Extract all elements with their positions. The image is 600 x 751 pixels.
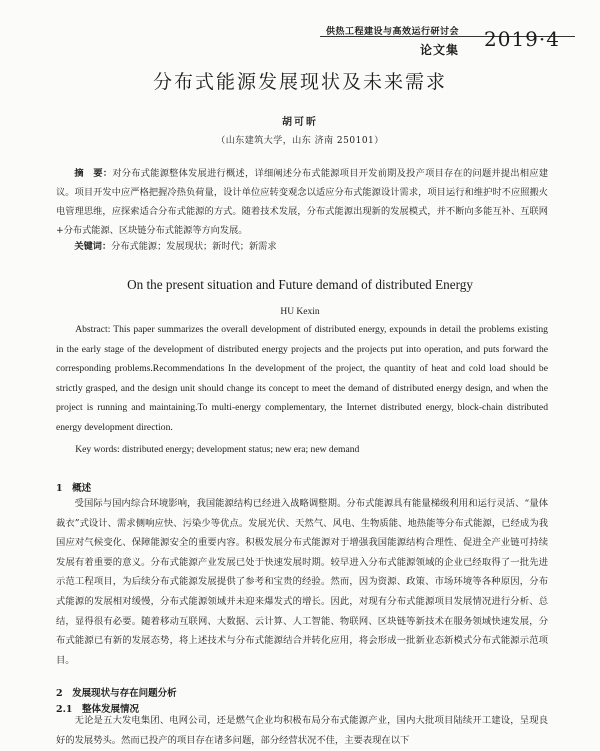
keywords-text-cn: 分布式能源；发展现状；新时代；新需求 xyxy=(111,241,277,252)
abstract-en xyxy=(56,320,548,437)
section-heading-2-1: 2.1 整体发展情况 xyxy=(56,704,140,715)
paper-title-en: On the present situation and Future demand of distributed Energy xyxy=(127,277,473,292)
abstract-text-en: This paper summarizes the overall development of distributed energy, expounds in detail the problems existing in the early stage of the development of distributed energy projects and the projects put into operation, and puts forward the corresponding problems.Recommendations In the development of the project, the quantity of heat and cold load should be strictly grasped, and the design unit should change its concept to meet the demand of distributed energy design, and when the project is running and maintaining.To multi-energy complementary, the Internet distributed energy, block-chain distributed energy development direction. xyxy=(56,324,548,433)
abstract-label-cn: 摘 要： xyxy=(74,168,113,179)
paper-title-cn: 分布式能源发展现状及未来需求 xyxy=(152,71,447,93)
abstract-text-cn: 对分布式能源整体发展进行概述，详细阐述分布式能源项目开发前期及投产项目存在的问题并提出相应建议。项目开发中应严格把握冷热负荷量，设计单位应转变观念以适应分布式能源设计需求，项目运行和维护时不应照搬火电管理思维，应探索适合分布式能源的方式。随着技术发展，分布式能源出现新的发展模式，并不断向多能互补、互联网+分布式能源、区块链分布式能源等方向发展。 xyxy=(56,168,549,236)
keywords-en xyxy=(56,440,548,460)
keywords-cn xyxy=(56,237,548,256)
section-heading-2: 2 发展现状与存在问题分析 xyxy=(56,688,177,699)
section-heading-1: 1 概述 xyxy=(56,483,92,494)
abstract-label-en: Abstract: xyxy=(75,324,111,335)
abstract-cn xyxy=(56,164,548,240)
section-1-text: 受国际与国内综合环境影响，我国能源结构已经进入战略调整期。分布式能源具有能量梯级利用和运行灵活、“量体裁衣”式设计、需求侧响应快、污染少等优点。发展光伏、天然气、风电、生物质能、地热能等分布式能源，已经成为我国应对气候变化、保障能源安全的重要内容。积极发展分布式能源对于增强我国能源结构合理性、促进全产业链可持续发展有着重要的意义。分布式能源产业发展已处于快速发展时期。较早进入分布式能源领域的企业已经取得了一批先进示范工程项目，为后续分布式能源发展提供了参考和宝贵的经验。然而，因为资源、政策、市场环境等各种原因，分布式能源的发展相对缓慢，分布式能源领域并未迎来爆发式的增长。因此，对现有分布式能源项目发展情况进行分析、总结，显得很有必要。随着移动互联网、大数据、云计算、人工智能、物联网、区块链等新技术在服务领域快速发展，分布式能源已有新的发展态势，将上述技术与分布式能源结合并转化应用，将会形成一批新业态新模式分布式能源示范项目。 xyxy=(56,498,548,666)
section-2-1-text: 无论是五大发电集团、电网公司，还是燃气企业均积极布局分布式能源产业，国内大批项目陆续开工建设，呈现良好的发展势头。然而已投产的项目存在诸多问题，部分经营状况不佳，主要表现在以下 xyxy=(56,715,548,746)
author-en: HU Kexin xyxy=(280,307,320,317)
keywords-label-en: Key words: xyxy=(75,444,120,455)
conference-name: 供热工程建设与高效运行研讨会 xyxy=(326,27,460,37)
issue-number: 2019·4 xyxy=(484,27,560,51)
author-cn: 胡可昕 xyxy=(282,117,318,128)
keywords-text-en: distributed energy; development status; new era; new demand xyxy=(122,444,360,455)
keywords-label-cn: 关键词： xyxy=(74,241,112,252)
affiliation-cn: （山东建筑大学，山东 济南 250101） xyxy=(216,136,384,146)
section-label: 论文集 xyxy=(420,43,460,57)
